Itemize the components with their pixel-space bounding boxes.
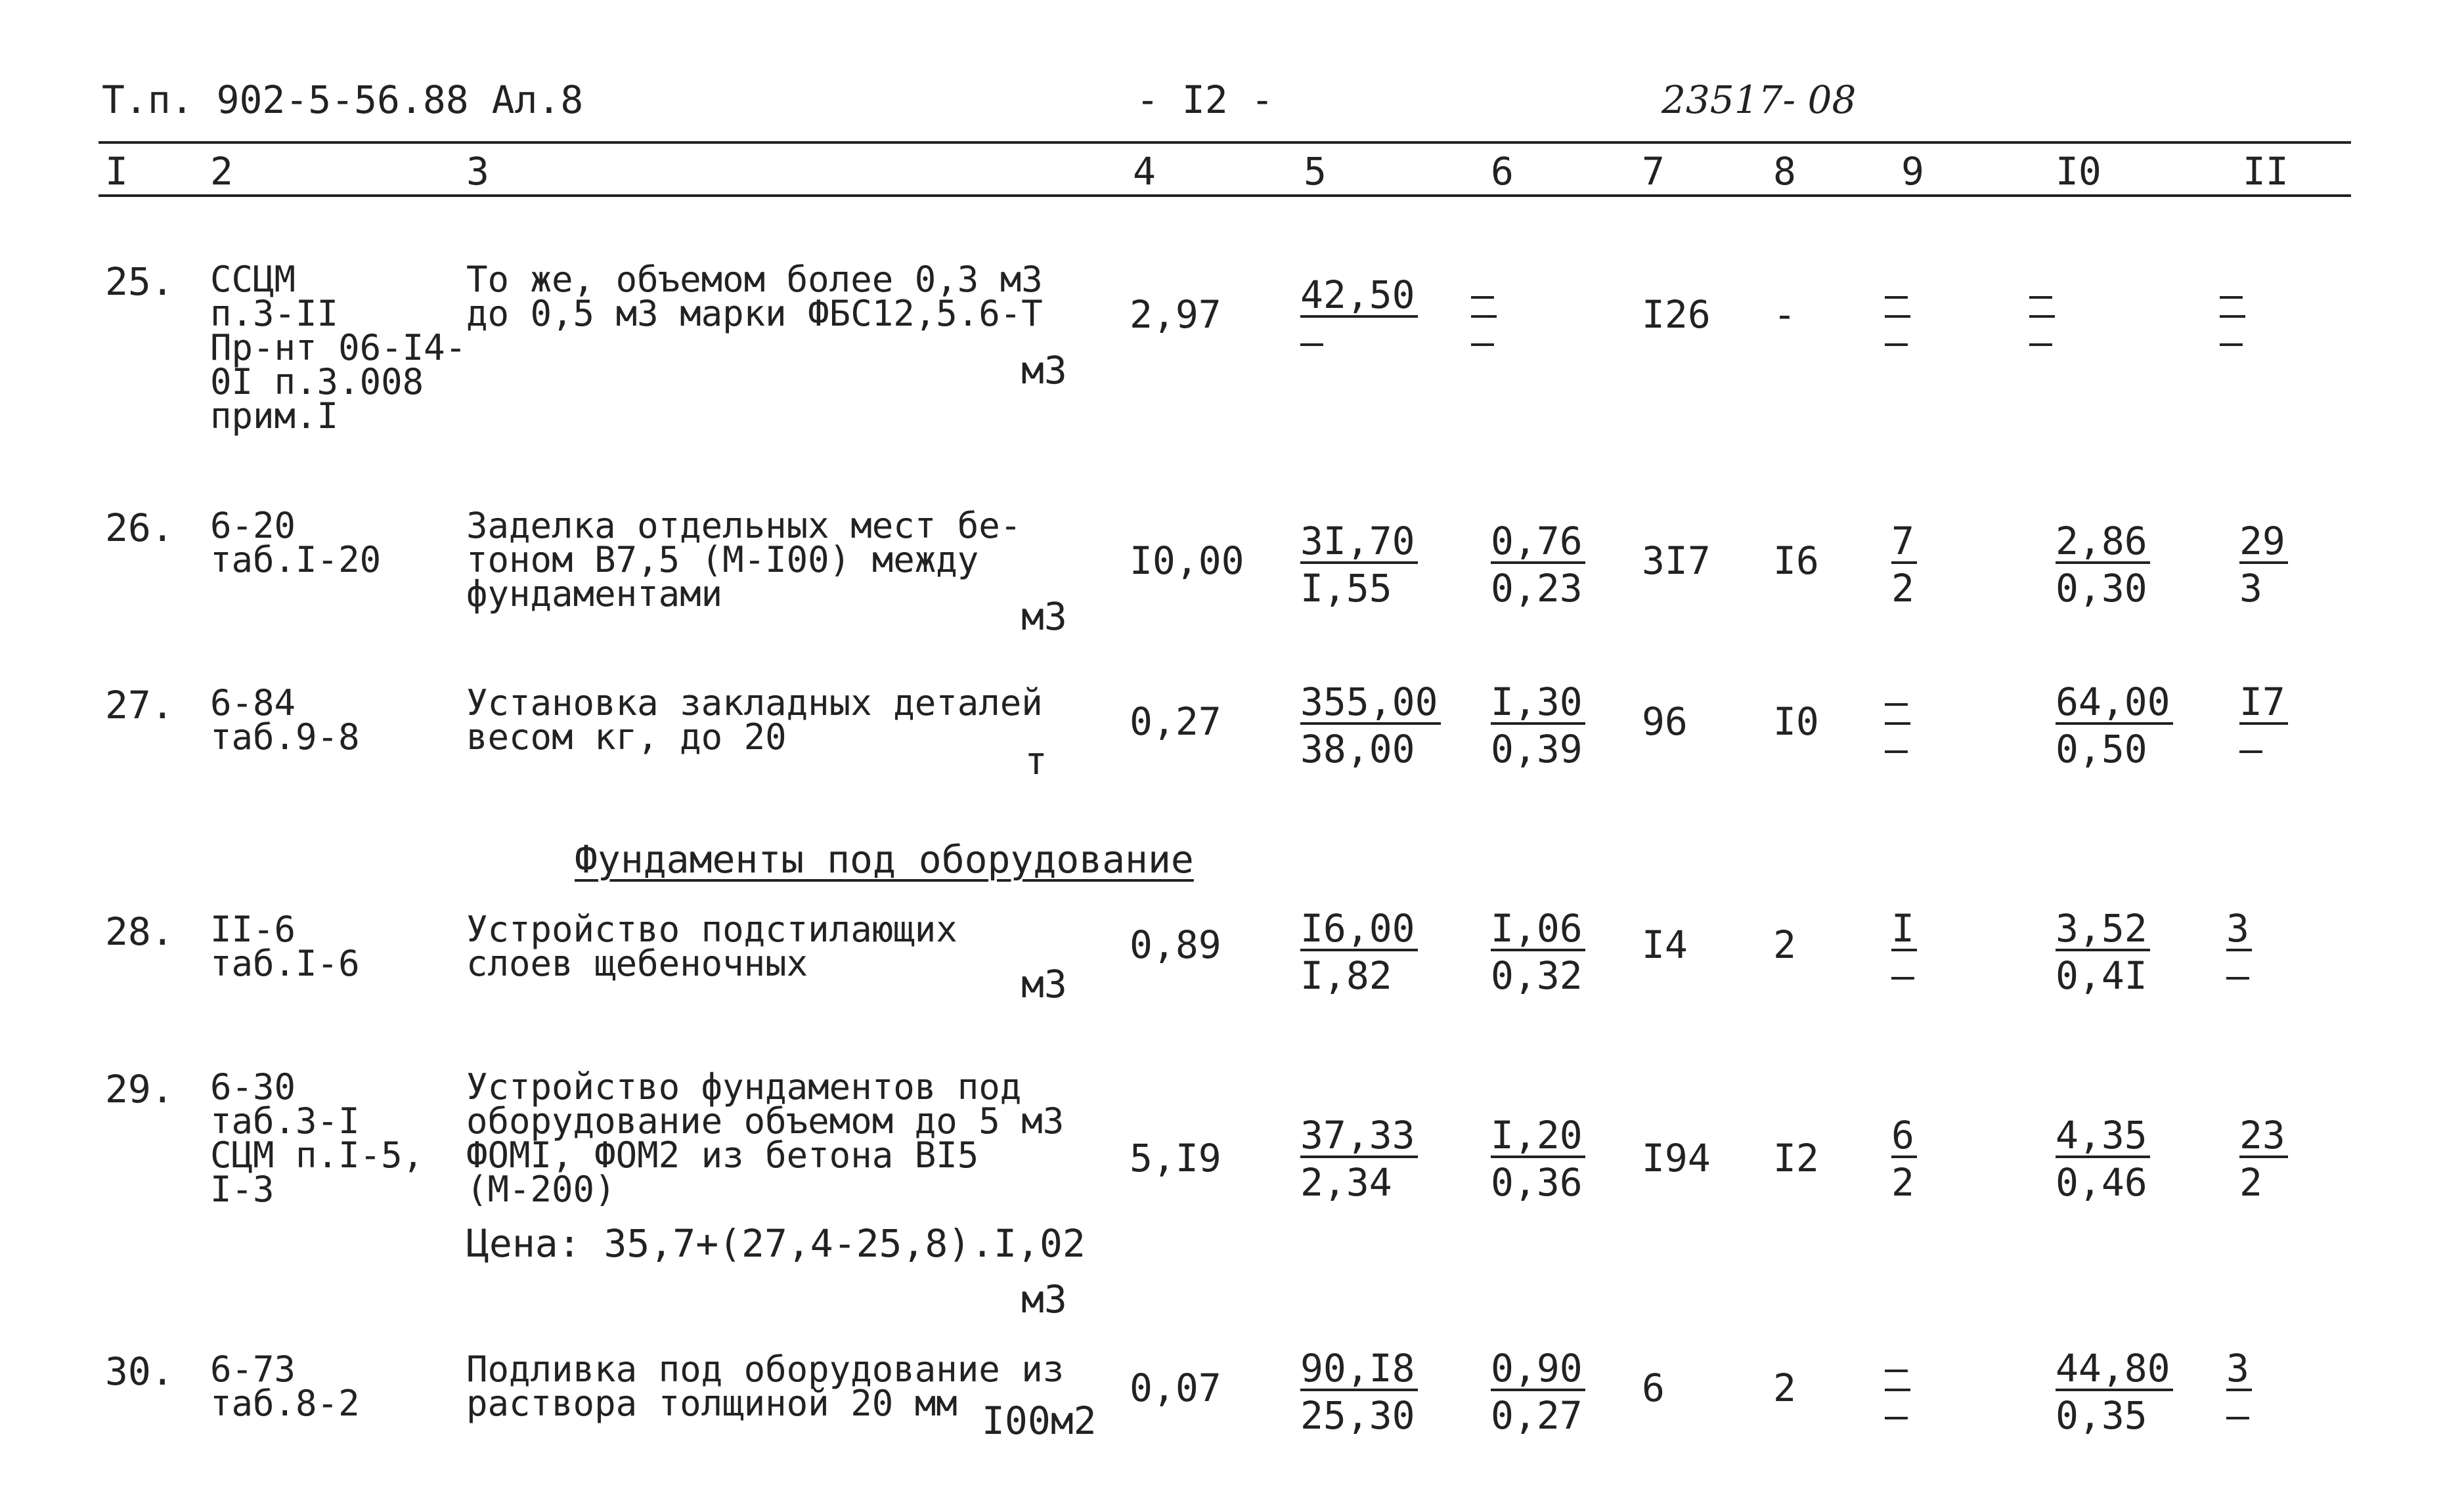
col-header-1: I [105, 149, 128, 194]
row-col5: 37,33 2,34 [1300, 1116, 1418, 1201]
row-col11: I7 – [2239, 683, 2288, 768]
row-col6: 0,76 0,23 [1491, 522, 1585, 607]
row-number: 26. [105, 506, 174, 550]
row-col9: I – [1891, 909, 1917, 995]
row-unit: I00м2 [982, 1398, 1097, 1443]
row-unit: т [1024, 739, 1047, 783]
row-col5: 42,50 – [1300, 276, 1418, 361]
row-col10: 3,52 0,4I [2056, 909, 2150, 995]
row-quantity: 5,I9 [1130, 1136, 1222, 1180]
row-col7: I4 [1642, 922, 1688, 967]
header-rule-bottom [99, 194, 2351, 197]
handwritten-code: 23517- 08 [1662, 77, 1857, 122]
col-header-7: 7 [1642, 149, 1665, 194]
row-col10: 44,80 0,35 [2056, 1349, 2173, 1435]
row-col8: I0 [1773, 699, 1819, 744]
row-col6: 0,90 0,27 [1491, 1349, 1585, 1435]
row-col5: 3I,70 I,55 [1300, 522, 1418, 607]
col-header-2: 2 [210, 149, 233, 194]
row-quantity: I0,00 [1130, 538, 1244, 583]
col-header-8: 8 [1773, 149, 1796, 194]
row-col9: – – [1885, 276, 1910, 361]
row-col7: 3I7 [1642, 538, 1711, 583]
row-number: 29. [105, 1067, 174, 1112]
row-col10: 64,00 0,50 [2056, 683, 2173, 768]
row-col5: 355,00 38,00 [1300, 683, 1441, 768]
row-quantity: 0,89 [1130, 922, 1222, 967]
row-description: Устройство подстилающих слоев щебеночных [466, 909, 957, 984]
row-col6: – – [1471, 276, 1497, 361]
col-header-5: 5 [1304, 149, 1327, 194]
col-header-9: 9 [1901, 149, 1924, 194]
row-reference: 6-30 таб.3-I СЦМ п.I-5, I-3 [210, 1066, 424, 1210]
row-col11: 23 2 [2239, 1116, 2288, 1201]
row-quantity: 0,07 [1130, 1366, 1222, 1410]
row-reference: II-6 таб.I-6 [210, 909, 360, 984]
row-number: 28. [105, 909, 174, 954]
row-col7: I94 [1642, 1136, 1711, 1180]
row-col6: I,30 0,39 [1491, 683, 1585, 768]
row-description: Заделка отдельных мест бе- тоном В7,5 (М-I00) между фундаментами [466, 505, 1022, 615]
row-number: 30. [105, 1349, 174, 1394]
row-col9: – – [1885, 1349, 1910, 1435]
row-col10: – – [2029, 276, 2055, 361]
row-reference: 6-73 таб.8-2 [210, 1349, 360, 1424]
row-unit: м3 [1021, 962, 1067, 1006]
row-col9: 7 2 [1891, 522, 1917, 607]
row-col7: 6 [1642, 1366, 1665, 1410]
row-col9: 6 2 [1891, 1116, 1917, 1201]
row-unit: м3 [1021, 594, 1067, 639]
row-number: 25. [105, 259, 174, 304]
col-header-4: 4 [1133, 149, 1156, 194]
row-col11: 29 3 [2239, 522, 2288, 607]
row-quantity: 2,97 [1130, 292, 1222, 337]
section-title: Фундаменты под оборудование [575, 837, 1194, 882]
row-description: Установка закладных деталей весом кг, до 20 [466, 682, 1043, 758]
col-header-11: II [2243, 149, 2289, 194]
row-col6: I,20 0,36 [1491, 1116, 1585, 1201]
header-rule-top [99, 141, 2351, 144]
row-description: То же, объемом более 0,3 м3 до 0,5 м3 марки ФБС12,5.6-Т [466, 259, 1043, 334]
row-unit: м3 [1021, 1277, 1067, 1322]
col-header-10: I0 [2056, 149, 2102, 194]
row-col7: I26 [1642, 292, 1711, 337]
row-col6: I,06 0,32 [1491, 909, 1585, 995]
row-col11: 3 – [2226, 1349, 2252, 1435]
document-code: Т.п. 902-5-56.88 Ал.8 [102, 77, 584, 122]
row-col8: I6 [1773, 538, 1819, 583]
row-col8: 2 [1773, 1366, 1796, 1410]
row-col5: 90,I8 25,30 [1300, 1349, 1418, 1435]
row-col10: 4,35 0,46 [2056, 1116, 2150, 1201]
page-number: - I2 - [1136, 77, 1274, 122]
row-col7: 96 [1642, 699, 1688, 744]
row-col8: - [1773, 292, 1796, 337]
row-number: 27. [105, 683, 174, 727]
row-reference: ССЦМ п.3-II Пр-нт 06-I4- 0I п.3.008 прим.I [210, 259, 467, 437]
row-col9: – – [1885, 683, 1910, 768]
row-description: Устройство фундаментов под оборудование объемом до 5 м3 ФОМI, ФОМ2 из бетона ВI5 (М-200) [466, 1066, 1065, 1210]
row-price-formula: Цена: 35,7+(27,4-25,8).I,02 [466, 1221, 1086, 1266]
row-col11: 3 – [2226, 909, 2252, 995]
row-quantity: 0,27 [1130, 699, 1222, 744]
row-reference: 6-84 таб.9-8 [210, 682, 360, 758]
row-col8: 2 [1773, 922, 1796, 967]
row-col8: I2 [1773, 1136, 1819, 1180]
col-header-3: 3 [466, 149, 489, 194]
row-description: Подливка под оборудование из раствора толщиной 20 мм [466, 1349, 1065, 1424]
row-unit: м3 [1021, 348, 1067, 393]
row-col5: I6,00 I,82 [1300, 909, 1418, 995]
col-header-6: 6 [1491, 149, 1514, 194]
row-col10: 2,86 0,30 [2056, 522, 2150, 607]
row-col11: – – [2220, 276, 2245, 361]
row-reference: 6-20 таб.I-20 [210, 505, 382, 580]
